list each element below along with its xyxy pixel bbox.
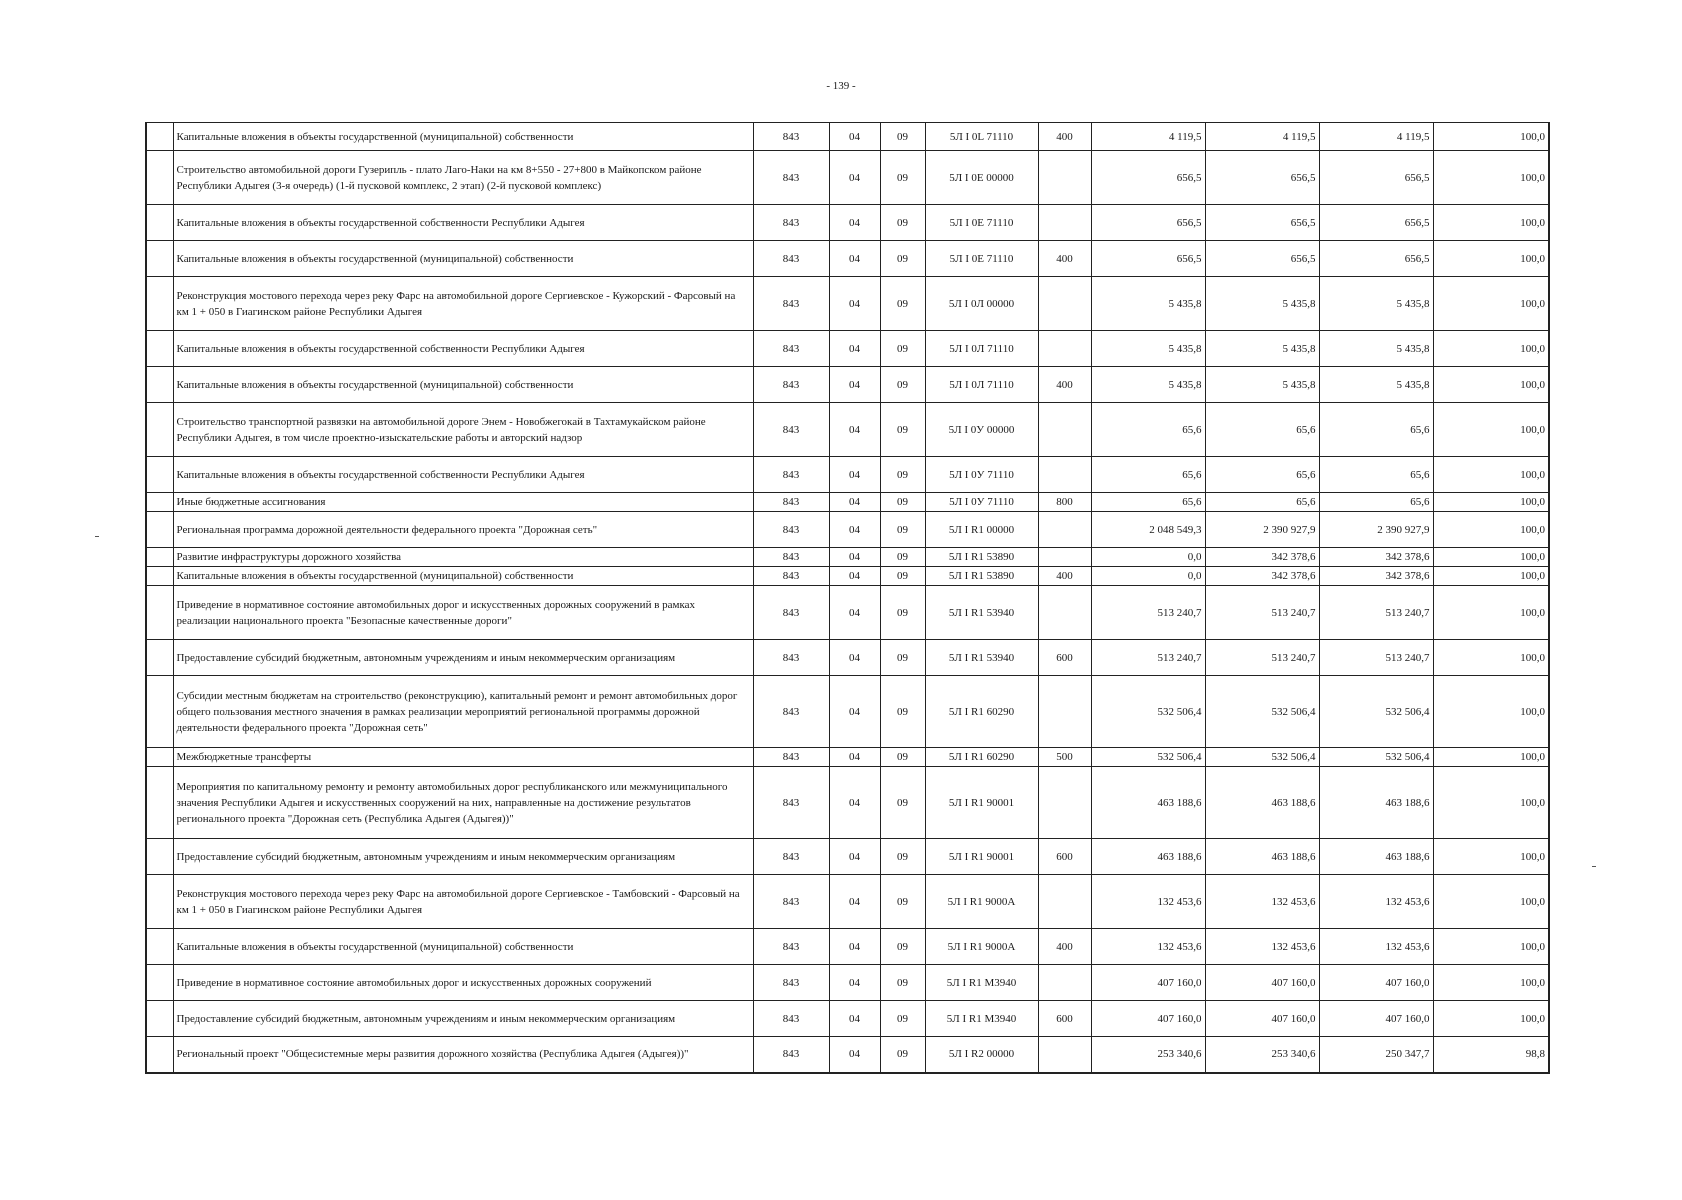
table-row [146, 241, 1549, 277]
row-target-article: 5Л I R1 60290 [925, 748, 1038, 767]
row-target-article: 5Л I R1 53940 [925, 586, 1038, 640]
row-section-code: 04 [829, 403, 880, 457]
row-amount-approved: 132 453,6 [1091, 875, 1205, 929]
row-target-article: 5Л I 0У 00000 [925, 403, 1038, 457]
row-amount-revised: 65,6 [1205, 457, 1319, 493]
row-amount-executed: 2 390 927,9 [1319, 512, 1433, 548]
table-row [146, 839, 1549, 875]
row-section-code: 04 [829, 1037, 880, 1073]
row-percent-executed: 100,0 [1433, 965, 1549, 1001]
row-section-code: 04 [829, 205, 880, 241]
row-name: Приведение в нормативное состояние автомобильных дорог и искусственных дорожных сооружений [173, 965, 753, 1001]
table-row [146, 767, 1549, 839]
row-subsection-code: 09 [880, 929, 925, 965]
row-index-cell [146, 676, 173, 748]
row-amount-revised: 2 390 927,9 [1205, 512, 1319, 548]
row-amount-revised: 407 160,0 [1205, 1001, 1319, 1037]
row-subsection-code: 09 [880, 1001, 925, 1037]
row-expense-type [1038, 676, 1091, 748]
table-row [146, 367, 1549, 403]
row-percent-executed: 100,0 [1433, 493, 1549, 512]
row-index-cell [146, 277, 173, 331]
row-target-article: 5Л I 0E 00000 [925, 151, 1038, 205]
row-expense-type: 400 [1038, 241, 1091, 277]
row-name: Строительство автомобильной дороги Гузерипль - плато Лаго-Наки на км 8+550 - 27+800 в Майкопском районе Республики Адыгея (3-я очередь) (1-й пусковой комплекс, 2 этап) (2-й пусковой комплекс) [173, 151, 753, 205]
row-subsection-code: 09 [880, 151, 925, 205]
row-expense-type [1038, 512, 1091, 548]
row-section-code: 04 [829, 1001, 880, 1037]
row-grbs-code: 843 [753, 367, 829, 403]
row-amount-revised: 407 160,0 [1205, 965, 1319, 1001]
row-target-article: 5Л I R1 53940 [925, 640, 1038, 676]
row-percent-executed: 100,0 [1433, 676, 1549, 748]
row-name: Субсидии местным бюджетам на строительство (реконструкцию), капитальный ремонт и ремонт автомобильных дорог общего пользования местного значения в рамках реализации мероприятий региональной программы дорожной деятельности федерального проекта "Дорожная сеть" [173, 676, 753, 748]
row-amount-approved: 65,6 [1091, 403, 1205, 457]
row-index-cell [146, 205, 173, 241]
row-amount-revised: 656,5 [1205, 151, 1319, 205]
row-name: Предоставление субсидий бюджетным, автономным учреждениям и иным некоммерческим организациям [173, 1001, 753, 1037]
row-amount-revised: 342 378,6 [1205, 548, 1319, 567]
row-name: Региональный проект "Общесистемные меры развития дорожного хозяйства (Республика Адыгея (Адыгея))" [173, 1037, 753, 1073]
row-subsection-code: 09 [880, 767, 925, 839]
table-row [146, 1001, 1549, 1037]
row-name: Капитальные вложения в объекты государственной собственности Республики Адыгея [173, 331, 753, 367]
row-percent-executed: 100,0 [1433, 640, 1549, 676]
row-amount-revised: 4 119,5 [1205, 123, 1319, 151]
row-percent-executed: 100,0 [1433, 1001, 1549, 1037]
row-index-cell [146, 875, 173, 929]
row-expense-type: 600 [1038, 640, 1091, 676]
row-grbs-code: 843 [753, 676, 829, 748]
row-target-article: 5Л I R1 60290 [925, 676, 1038, 748]
table-body [146, 123, 1549, 1073]
row-index-cell [146, 403, 173, 457]
row-expense-type: 400 [1038, 367, 1091, 403]
row-amount-executed: 65,6 [1319, 457, 1433, 493]
row-amount-executed: 132 453,6 [1319, 875, 1433, 929]
row-expense-type [1038, 331, 1091, 367]
row-section-code: 04 [829, 548, 880, 567]
row-subsection-code: 09 [880, 640, 925, 676]
row-name: Межбюджетные трансферты [173, 748, 753, 767]
row-subsection-code: 09 [880, 748, 925, 767]
table-row [146, 875, 1549, 929]
row-amount-revised: 532 506,4 [1205, 676, 1319, 748]
row-subsection-code: 09 [880, 367, 925, 403]
row-amount-executed: 532 506,4 [1319, 676, 1433, 748]
row-index-cell [146, 548, 173, 567]
row-grbs-code: 843 [753, 493, 829, 512]
row-name: Мероприятия по капитальному ремонту и ремонту автомобильных дорог республиканского или межмуниципального значения Республики Адыгея и искусственных сооружений на них, направленные на достижение результатов регионального проекта "Дорожная сеть (Республика Адыгея (Адыгея))" [173, 767, 753, 839]
row-index-cell [146, 640, 173, 676]
row-expense-type [1038, 1037, 1091, 1073]
row-expense-type [1038, 403, 1091, 457]
row-amount-revised: 5 435,8 [1205, 367, 1319, 403]
row-section-code: 04 [829, 331, 880, 367]
table-row [146, 457, 1549, 493]
row-percent-executed: 100,0 [1433, 151, 1549, 205]
row-percent-executed: 100,0 [1433, 241, 1549, 277]
row-percent-executed: 100,0 [1433, 512, 1549, 548]
row-section-code: 04 [829, 929, 880, 965]
row-amount-revised: 5 435,8 [1205, 331, 1319, 367]
row-grbs-code: 843 [753, 151, 829, 205]
row-target-article: 5Л I R1 53890 [925, 548, 1038, 567]
row-section-code: 04 [829, 567, 880, 586]
row-amount-revised: 532 506,4 [1205, 748, 1319, 767]
row-name: Реконструкция мостового перехода через реку Фарс на автомобильной дороге Сергиевское - Кужорский - Фарсовый на км 1 + 050 в Гиагинском районе Республики Адыгея [173, 277, 753, 331]
row-amount-approved: 253 340,6 [1091, 1037, 1205, 1073]
row-index-cell [146, 839, 173, 875]
table-row [146, 1037, 1549, 1073]
row-amount-executed: 656,5 [1319, 205, 1433, 241]
row-amount-executed: 5 435,8 [1319, 367, 1433, 403]
row-name: Приведение в нормативное состояние автомобильных дорог и искусственных дорожных сооружений в рамках реализации национального проекта "Безопасные качественные дороги" [173, 586, 753, 640]
row-grbs-code: 843 [753, 767, 829, 839]
row-name: Капитальные вложения в объекты государственной (муниципальной) собственности [173, 241, 753, 277]
row-amount-executed: 5 435,8 [1319, 331, 1433, 367]
row-name: Развитие инфраструктуры дорожного хозяйства [173, 548, 753, 567]
row-index-cell [146, 1001, 173, 1037]
row-expense-type [1038, 767, 1091, 839]
row-expense-type [1038, 151, 1091, 205]
row-section-code: 04 [829, 151, 880, 205]
row-grbs-code: 843 [753, 123, 829, 151]
row-target-article: 5Л I R1 9000А [925, 929, 1038, 965]
row-expense-type: 800 [1038, 493, 1091, 512]
row-target-article: 5Л I 0Л 71110 [925, 367, 1038, 403]
row-grbs-code: 843 [753, 1037, 829, 1073]
row-amount-executed: 250 347,7 [1319, 1037, 1433, 1073]
row-percent-executed: 100,0 [1433, 929, 1549, 965]
row-index-cell [146, 767, 173, 839]
row-amount-revised: 65,6 [1205, 493, 1319, 512]
row-target-article: 5Л I R1 M3940 [925, 1001, 1038, 1037]
row-section-code: 04 [829, 748, 880, 767]
row-target-article: 5Л I R1 53890 [925, 567, 1038, 586]
row-grbs-code: 843 [753, 241, 829, 277]
row-amount-approved: 656,5 [1091, 205, 1205, 241]
row-amount-approved: 407 160,0 [1091, 965, 1205, 1001]
row-target-article: 5Л I 0E 71110 [925, 241, 1038, 277]
row-subsection-code: 09 [880, 241, 925, 277]
row-subsection-code: 09 [880, 567, 925, 586]
row-section-code: 04 [829, 875, 880, 929]
table-row [146, 748, 1549, 767]
row-amount-approved: 656,5 [1091, 151, 1205, 205]
row-amount-revised: 656,5 [1205, 205, 1319, 241]
row-percent-executed: 100,0 [1433, 567, 1549, 586]
row-expense-type: 400 [1038, 929, 1091, 965]
row-amount-executed: 5 435,8 [1319, 277, 1433, 331]
row-section-code: 04 [829, 241, 880, 277]
page-number: - 139 - [826, 80, 856, 92]
row-amount-executed: 656,5 [1319, 241, 1433, 277]
row-percent-executed: 100,0 [1433, 123, 1549, 151]
row-name: Капитальные вложения в объекты государственной (муниципальной) собственности [173, 367, 753, 403]
row-section-code: 04 [829, 123, 880, 151]
row-section-code: 04 [829, 493, 880, 512]
row-target-article: 5Л I R2 00000 [925, 1037, 1038, 1073]
row-target-article: 5Л I 0Л 00000 [925, 277, 1038, 331]
row-percent-executed: 100,0 [1433, 767, 1549, 839]
table-row [146, 567, 1549, 586]
row-name: Иные бюджетные ассигнования [173, 493, 753, 512]
row-amount-executed: 532 506,4 [1319, 748, 1433, 767]
row-amount-revised: 5 435,8 [1205, 277, 1319, 331]
row-target-article: 5Л I R1 9000А [925, 875, 1038, 929]
row-expense-type [1038, 586, 1091, 640]
row-subsection-code: 09 [880, 277, 925, 331]
row-expense-type: 400 [1038, 123, 1091, 151]
row-amount-executed: 463 188,6 [1319, 767, 1433, 839]
row-expense-type: 600 [1038, 1001, 1091, 1037]
table-row [146, 586, 1549, 640]
row-grbs-code: 843 [753, 331, 829, 367]
row-expense-type: 400 [1038, 567, 1091, 586]
row-grbs-code: 843 [753, 640, 829, 676]
row-amount-approved: 513 240,7 [1091, 586, 1205, 640]
row-amount-approved: 2 048 549,3 [1091, 512, 1205, 548]
row-section-code: 04 [829, 457, 880, 493]
row-index-cell [146, 929, 173, 965]
row-expense-type [1038, 965, 1091, 1001]
row-amount-approved: 463 188,6 [1091, 839, 1205, 875]
row-amount-executed: 656,5 [1319, 151, 1433, 205]
row-grbs-code: 843 [753, 567, 829, 586]
row-percent-executed: 100,0 [1433, 586, 1549, 640]
row-grbs-code: 843 [753, 205, 829, 241]
row-grbs-code: 843 [753, 548, 829, 567]
row-target-article: 5Л I R1 M3940 [925, 965, 1038, 1001]
row-amount-executed: 4 119,5 [1319, 123, 1433, 151]
row-index-cell [146, 457, 173, 493]
table-row [146, 493, 1549, 512]
row-subsection-code: 09 [880, 548, 925, 567]
row-subsection-code: 09 [880, 512, 925, 548]
table-row [146, 205, 1549, 241]
row-amount-approved: 407 160,0 [1091, 1001, 1205, 1037]
budget-table [145, 122, 1550, 1074]
row-amount-revised: 253 340,6 [1205, 1037, 1319, 1073]
row-amount-executed: 65,6 [1319, 493, 1433, 512]
table-row [146, 403, 1549, 457]
row-expense-type: 600 [1038, 839, 1091, 875]
row-expense-type [1038, 548, 1091, 567]
row-subsection-code: 09 [880, 586, 925, 640]
row-subsection-code: 09 [880, 839, 925, 875]
row-subsection-code: 09 [880, 965, 925, 1001]
row-name: Реконструкция мостового перехода через реку Фарс на автомобильной дороге Сергиевское - Тамбовский - Фарсовый на км 1 + 050 в Гиагинском районе Республики Адыгея [173, 875, 753, 929]
table-row [146, 331, 1549, 367]
row-amount-executed: 463 188,6 [1319, 839, 1433, 875]
row-target-article: 5Л I 0У 71110 [925, 493, 1038, 512]
row-amount-revised: 463 188,6 [1205, 839, 1319, 875]
row-amount-approved: 132 453,6 [1091, 929, 1205, 965]
table-row [146, 151, 1549, 205]
row-index-cell [146, 123, 173, 151]
row-section-code: 04 [829, 586, 880, 640]
row-subsection-code: 09 [880, 875, 925, 929]
row-amount-executed: 407 160,0 [1319, 1001, 1433, 1037]
row-amount-approved: 65,6 [1091, 493, 1205, 512]
row-amount-revised: 513 240,7 [1205, 586, 1319, 640]
row-section-code: 04 [829, 839, 880, 875]
table-row [146, 676, 1549, 748]
row-subsection-code: 09 [880, 205, 925, 241]
row-section-code: 04 [829, 512, 880, 548]
row-index-cell [146, 512, 173, 548]
row-amount-approved: 0,0 [1091, 548, 1205, 567]
row-section-code: 04 [829, 640, 880, 676]
row-expense-type [1038, 277, 1091, 331]
row-index-cell [146, 493, 173, 512]
row-amount-revised: 463 188,6 [1205, 767, 1319, 839]
row-expense-type [1038, 875, 1091, 929]
row-amount-executed: 342 378,6 [1319, 567, 1433, 586]
row-amount-approved: 5 435,8 [1091, 331, 1205, 367]
row-section-code: 04 [829, 767, 880, 839]
row-percent-executed: 100,0 [1433, 367, 1549, 403]
row-expense-type [1038, 457, 1091, 493]
row-index-cell [146, 151, 173, 205]
row-percent-executed: 100,0 [1433, 457, 1549, 493]
row-percent-executed: 100,0 [1433, 277, 1549, 331]
table-row [146, 512, 1549, 548]
row-name: Капитальные вложения в объекты государственной (муниципальной) собственности [173, 929, 753, 965]
row-percent-executed: 100,0 [1433, 839, 1549, 875]
row-grbs-code: 843 [753, 748, 829, 767]
row-percent-executed: 100,0 [1433, 205, 1549, 241]
row-subsection-code: 09 [880, 331, 925, 367]
row-amount-revised: 342 378,6 [1205, 567, 1319, 586]
row-amount-executed: 132 453,6 [1319, 929, 1433, 965]
row-amount-executed: 65,6 [1319, 403, 1433, 457]
row-amount-approved: 0,0 [1091, 567, 1205, 586]
row-percent-executed: 100,0 [1433, 548, 1549, 567]
row-percent-executed: 100,0 [1433, 748, 1549, 767]
row-amount-approved: 532 506,4 [1091, 748, 1205, 767]
row-grbs-code: 843 [753, 403, 829, 457]
row-name: Капитальные вложения в объекты государственной собственности Республики Адыгея [173, 205, 753, 241]
row-subsection-code: 09 [880, 676, 925, 748]
row-target-article: 5Л I R1 00000 [925, 512, 1038, 548]
row-grbs-code: 843 [753, 277, 829, 331]
row-percent-executed: 98,8 [1433, 1037, 1549, 1073]
row-subsection-code: 09 [880, 123, 925, 151]
table-row [146, 965, 1549, 1001]
row-percent-executed: 100,0 [1433, 331, 1549, 367]
table-row [146, 277, 1549, 331]
row-grbs-code: 843 [753, 839, 829, 875]
row-target-article: 5Л I 0Л 71110 [925, 331, 1038, 367]
row-index-cell [146, 965, 173, 1001]
row-name: Капитальные вложения в объекты государственной (муниципальной) собственности [173, 567, 753, 586]
row-amount-executed: 407 160,0 [1319, 965, 1433, 1001]
row-grbs-code: 843 [753, 1001, 829, 1037]
row-amount-approved: 532 506,4 [1091, 676, 1205, 748]
row-grbs-code: 843 [753, 965, 829, 1001]
row-index-cell [146, 1037, 173, 1073]
row-grbs-code: 843 [753, 929, 829, 965]
row-amount-approved: 4 119,5 [1091, 123, 1205, 151]
row-amount-revised: 656,5 [1205, 241, 1319, 277]
row-percent-executed: 100,0 [1433, 403, 1549, 457]
row-amount-revised: 132 453,6 [1205, 875, 1319, 929]
row-amount-revised: 132 453,6 [1205, 929, 1319, 965]
row-grbs-code: 843 [753, 512, 829, 548]
row-name: Строительство транспортной развязки на автомобильной дороге Энем - Новобжегокай в Тахтамукайском районе Республики Адыгея, в том числе проектно-изыскательские работы и авторский надзор [173, 403, 753, 457]
row-subsection-code: 09 [880, 457, 925, 493]
row-target-article: 5Л I 0E 71110 [925, 205, 1038, 241]
row-target-article: 5Л I 0У 71110 [925, 457, 1038, 493]
row-expense-type [1038, 205, 1091, 241]
row-grbs-code: 843 [753, 875, 829, 929]
row-amount-approved: 656,5 [1091, 241, 1205, 277]
row-name: Капитальные вложения в объекты государственной собственности Республики Адыгея [173, 457, 753, 493]
row-expense-type: 500 [1038, 748, 1091, 767]
row-index-cell [146, 748, 173, 767]
row-index-cell [146, 586, 173, 640]
row-target-article: 5Л I R1 90001 [925, 767, 1038, 839]
row-target-article: 5Л I R1 90001 [925, 839, 1038, 875]
row-index-cell [146, 567, 173, 586]
row-name: Предоставление субсидий бюджетным, автономным учреждениям и иным некоммерческим организациям [173, 839, 753, 875]
row-amount-executed: 342 378,6 [1319, 548, 1433, 567]
row-target-article: 5Л I 0L 71110 [925, 123, 1038, 151]
row-percent-executed: 100,0 [1433, 875, 1549, 929]
row-grbs-code: 843 [753, 457, 829, 493]
table-row [146, 640, 1549, 676]
row-amount-approved: 513 240,7 [1091, 640, 1205, 676]
row-index-cell [146, 331, 173, 367]
row-amount-revised: 513 240,7 [1205, 640, 1319, 676]
table-row [146, 929, 1549, 965]
table-row [146, 123, 1549, 151]
row-amount-approved: 463 188,6 [1091, 767, 1205, 839]
row-amount-revised: 65,6 [1205, 403, 1319, 457]
row-section-code: 04 [829, 965, 880, 1001]
row-name: Предоставление субсидий бюджетным, автономным учреждениям и иным некоммерческим организациям [173, 640, 753, 676]
row-subsection-code: 09 [880, 493, 925, 512]
row-section-code: 04 [829, 367, 880, 403]
row-amount-approved: 65,6 [1091, 457, 1205, 493]
table-row [146, 548, 1549, 567]
row-grbs-code: 843 [753, 586, 829, 640]
scan-artifact [1592, 866, 1596, 867]
row-amount-executed: 513 240,7 [1319, 640, 1433, 676]
row-amount-executed: 513 240,7 [1319, 586, 1433, 640]
row-name: Региональная программа дорожной деятельности федерального проекта "Дорожная сеть" [173, 512, 753, 548]
row-amount-approved: 5 435,8 [1091, 277, 1205, 331]
row-subsection-code: 09 [880, 1037, 925, 1073]
row-amount-approved: 5 435,8 [1091, 367, 1205, 403]
row-section-code: 04 [829, 676, 880, 748]
row-index-cell [146, 241, 173, 277]
row-subsection-code: 09 [880, 403, 925, 457]
row-section-code: 04 [829, 277, 880, 331]
row-name: Капитальные вложения в объекты государственной (муниципальной) собственности [173, 123, 753, 151]
scan-artifact [95, 536, 99, 537]
row-index-cell [146, 367, 173, 403]
